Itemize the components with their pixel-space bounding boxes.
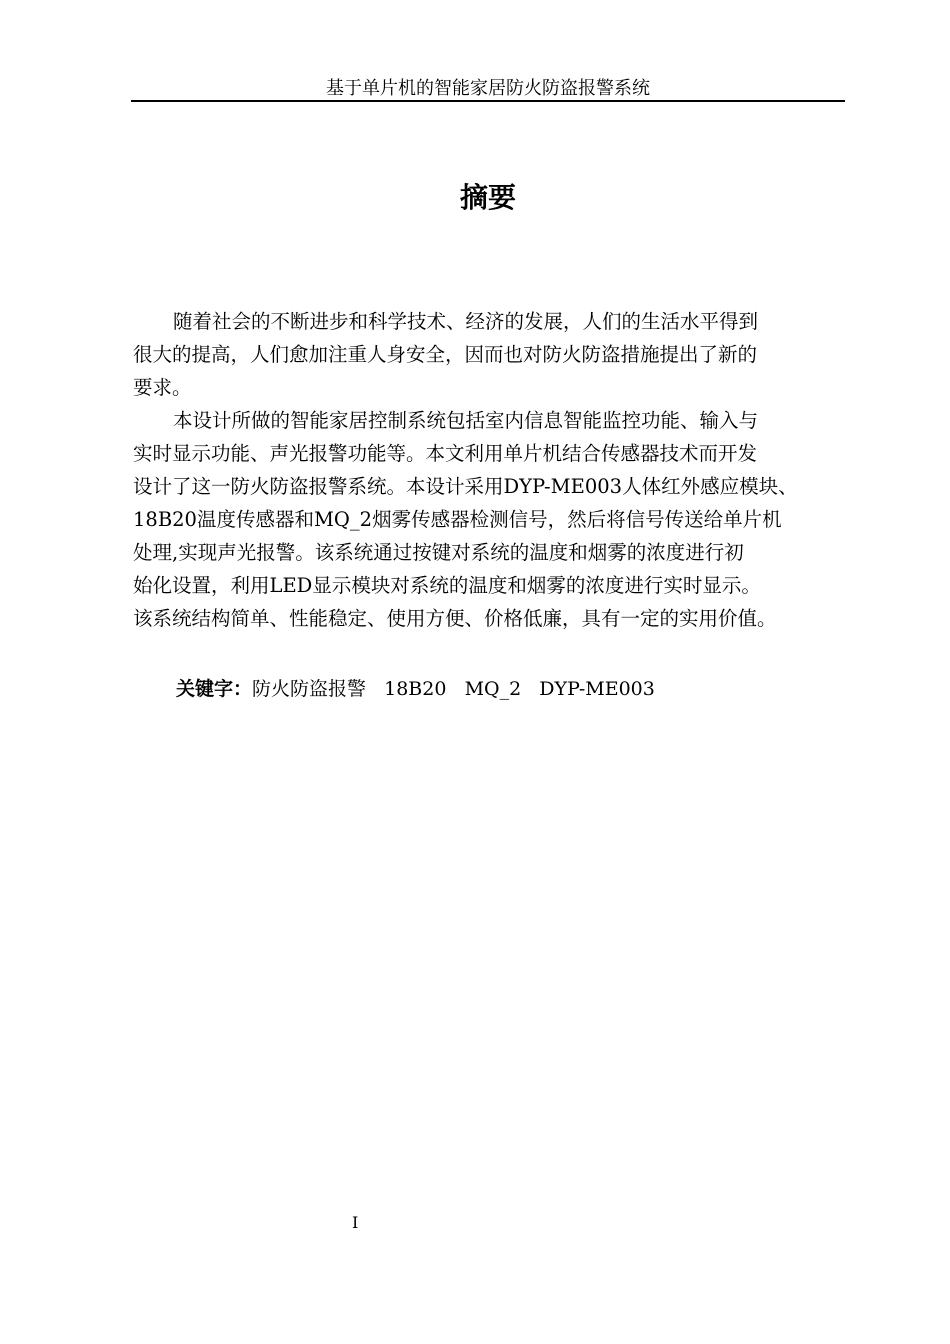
paragraph-2-line-5: 处理,实现声光报警。该系统通过按键对系统的温度和烟雾的浓度进行初	[133, 541, 744, 564]
paragraph-2-line-3: 设计了这一防火防盗报警系统。本设计采用DYP-ME003人体红外感应模块、	[133, 475, 798, 498]
running-header: 基于单片机的智能家居防火防盗报警系统	[326, 78, 650, 99]
page-title: 摘要	[459, 181, 516, 214]
paragraph-2-line-6: 始化设置，利用LED显示模块对系统的温度和烟雾的浓度进行实时显示。	[133, 574, 761, 597]
paragraph-2-line-2: 实时显示功能、声光报警功能等。本文利用单片机结合传感器技术而开发	[133, 442, 758, 465]
paragraph-1-line-2: 很大的提高，人们愈加注重人身安全，因而也对防火防盗措施提出了新的	[133, 343, 758, 366]
paragraph-2-line-4: 18B20温度传感器和MQ_2烟雾传感器检测信号，然后将信号传送给单片机	[133, 508, 782, 531]
paragraph-1-line-1: 随着社会的不断进步和科学技术、经济的发展，人们的生活水平得到	[173, 310, 759, 333]
paragraph-2-line-7: 该系统结构简单、性能稳定、使用方便、价格低廉，具有一定的实用价值。	[133, 607, 777, 630]
header-divider	[131, 100, 845, 102]
paragraph-2-line-1: 本设计所做的智能家居控制系统包括室内信息智能监控功能、输入与	[173, 409, 759, 432]
keywords-label: 关键字：	[176, 678, 253, 700]
keywords-value: 防火防盗报警 18B20 MQ_2 DYP-ME003	[252, 678, 655, 700]
abstract-body	[133, 305, 855, 635]
page-number: I	[352, 1213, 359, 1232]
paragraph-1-line-3: 要求。	[133, 376, 192, 399]
keywords-line	[176, 673, 655, 706]
